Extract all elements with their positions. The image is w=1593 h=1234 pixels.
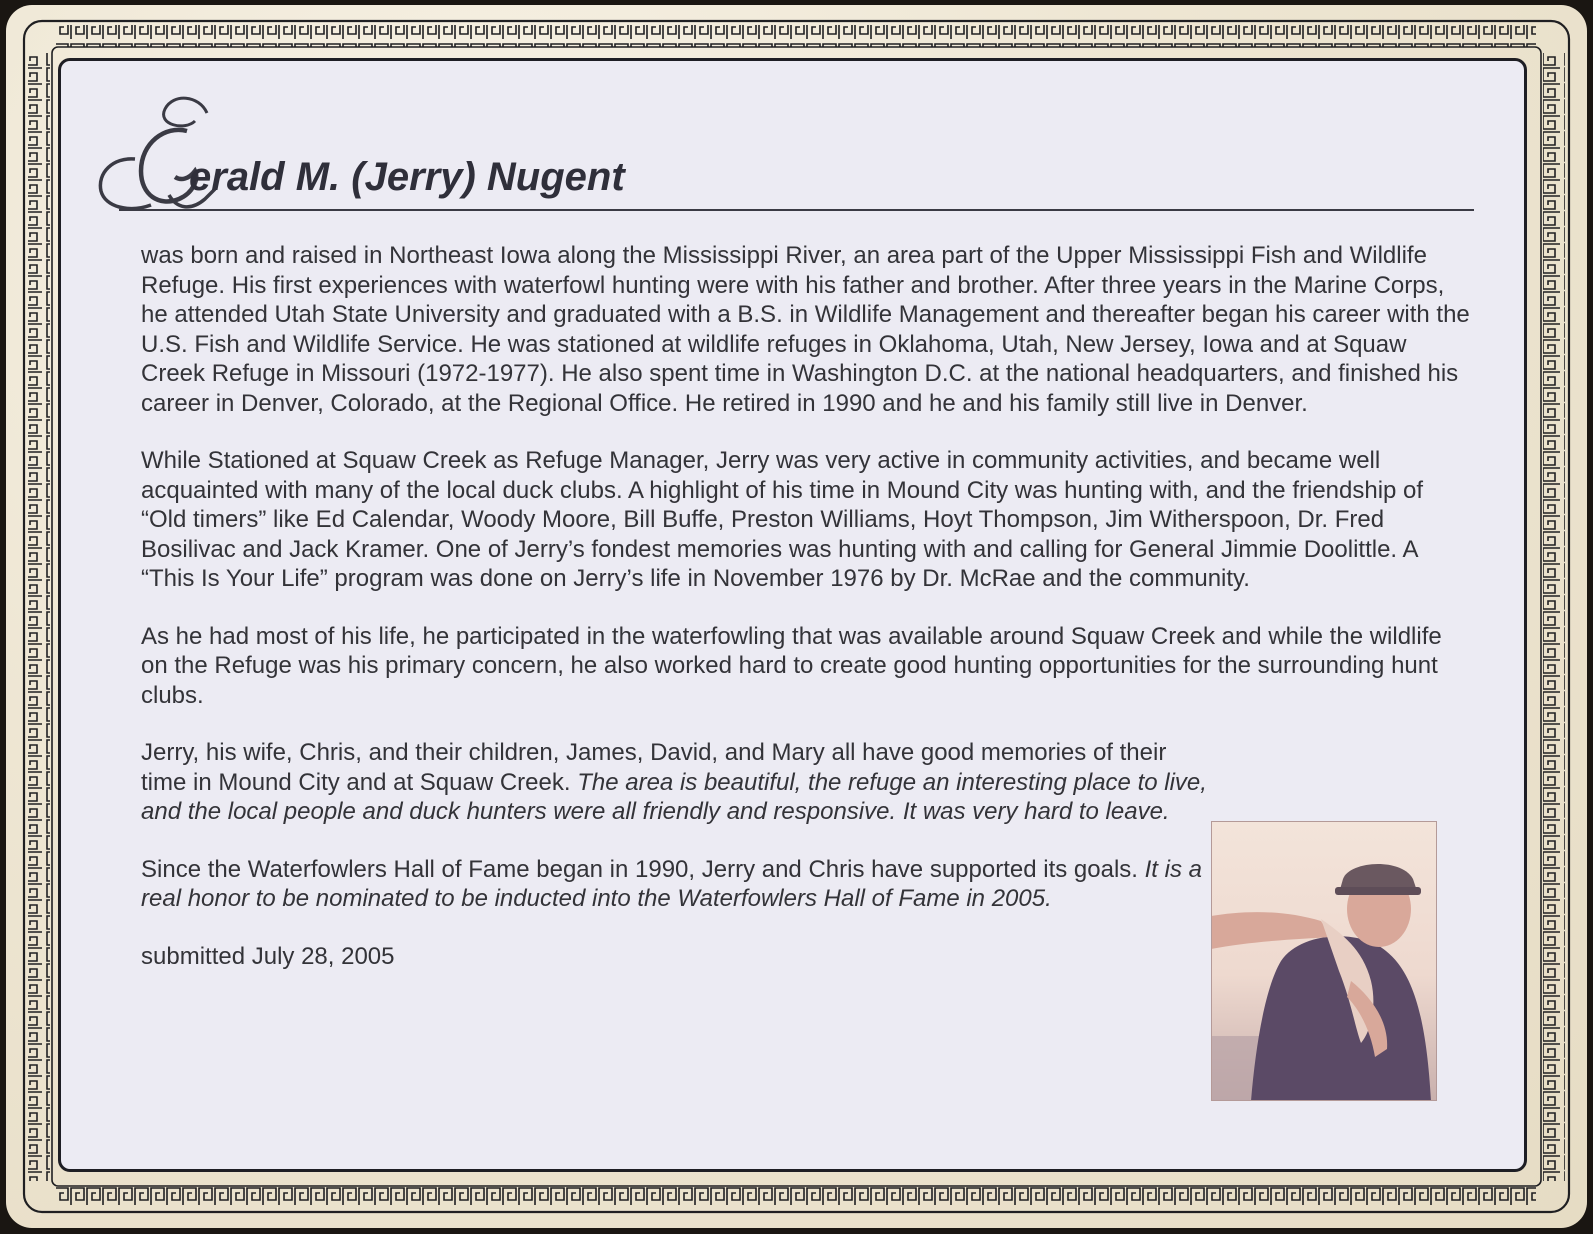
paragraph-family: [141, 738, 1216, 827]
document-card: [6, 5, 1587, 1228]
paragraph-early-life: was born and raised in Northeast Iowa along the Mississippi River, an area part of the Upper Mississippi Fish and Wildlife Refuge. His first experiences with waterfowl hunting were with his father and brother. After three years in the Marine Corps, he attended Utah State University and graduated with a B.S. in Wildlife Management and thereafter began his career with the U.S. Fish and Wildlife Service. He was stationed at wildlife refuges in Oklahoma, Utah, New Jersey, Iowa and at Squaw Creek Refuge in Missouri (1972-1977). He also spent time in Washington D.C. at the national headquarters, and finished his career in Denver, Colorado, at the Regional Office. He retired in 1990 and he and his family still live in Denver.: [141, 242, 1470, 417]
title-block: [95, 91, 1475, 221]
page-title: erald M. (Jerry) Nugent: [189, 155, 625, 199]
submitted-date: submitted July 28, 2005: [141, 942, 395, 970]
hall-of-fame-quote: It is a real honor to be nominated to be inducted into the Waterfowlers Hall of Fame in 2005.: [141, 855, 1202, 912]
portrait-photo: [1211, 821, 1437, 1101]
family-text: Jerry, his wife, Chris, and their children, James, David, and Mary all have good memories of their time in Mound City and at Squaw Creek.: [141, 739, 1167, 796]
paragraph-waterfowling: As he had most of his life, he participated in the waterfowling that was available around Squaw Creek and while the wildlife on the Refuge was his primary concern, he also worked hard to create good hunting opportunities for the surrounding hunt clubs.: [141, 622, 1442, 709]
paragraph-hall-of-fame: [141, 855, 1216, 914]
paragraph-squaw-creek: While Stationed at Squaw Creek as Refuge Manager, Jerry was very active in community activities, and became well acquainted with many of the local duck clubs. A highlight of his time in Mound City was hunting with, and the friendship of “Old timers” like Ed Calendar, Woody Moore, Bill Buffe, Preston Williams, Hoyt Thompson, Jim Witherspoon, Dr. Fred Bosilivac and Jack Kramer. One of Jerry’s fondest memories was hunting with and calling for General Jimmie Doolittle. A “This Is Your Life” program was done on Jerry’s life in November 1976 by Dr. McRae and the community.: [141, 447, 1424, 592]
content-panel: [58, 58, 1527, 1172]
title-underline: [119, 209, 1474, 211]
family-quote: The area is beautiful, the refuge an interesting place to live, and the local people and duck hunters were all friendly and responsive. It was very hard to leave.: [141, 768, 1207, 825]
hall-of-fame-text: Since the Waterfowlers Hall of Fame began in 1990, Jerry and Chris have supported its goals.: [141, 855, 1145, 883]
